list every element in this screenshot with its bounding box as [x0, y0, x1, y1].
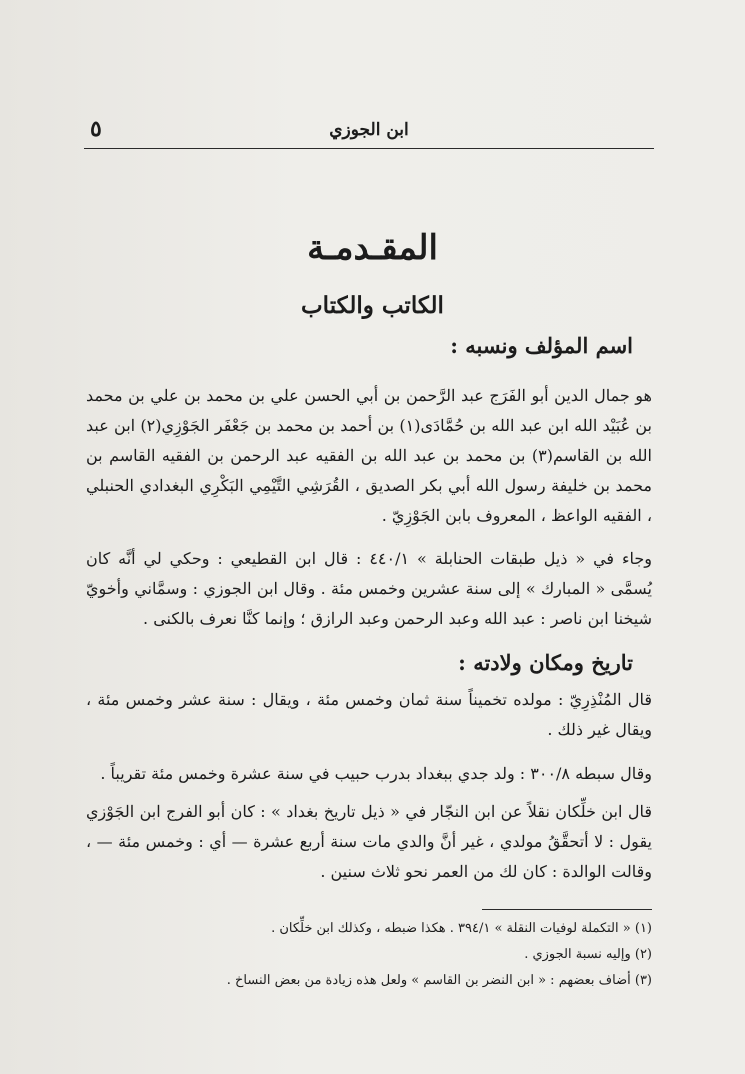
footnotes — [86, 916, 652, 994]
author-lineage-paragraph — [86, 381, 652, 531]
author-name-note-paragraph — [86, 544, 652, 634]
birth-text-3: قال ابن خلِّكان نقلاً عن ابن النجّار في « ذيل تاريخ بغداد » : كان أبو الفرج ابن الجَوْزي يقول : لا أتحقَّقُ مولدي ، غير أنَّ والدي مات سنة أربع عشرة — أي : وخمس مئة — ، وقالت الوالدة : كان لك من العمر نحو ثلاث سنين . — [86, 802, 652, 881]
running-title: ابن الجوزي — [329, 120, 409, 140]
birth-paragraph-2 — [86, 759, 652, 789]
chapter-title: المقـدمـة — [307, 228, 438, 268]
page-header — [84, 112, 654, 149]
footnote-divider — [482, 909, 652, 910]
author-name-note-text: وجاء في « ذيل طبقات الحنابلة » ٤٤٠/١ : قال ابن القطيعي : وحكي لي أنَّه كان يُسمَّى « المبارك » إلى سنة عشرين وخمس مئة . وقال ابن الجوزي : وسمَّاني وأخويّ شيخنا ابن ناصر : عبد الله وعبد الرحمن وعبد الرازق ؛ وإنما كنَّا نعرف بالكنى . — [86, 549, 652, 628]
birth-text-1: قال المُنْذِرِيّ : مولده تخميناً سنة ثمان وخمس مئة ، ويقال : سنة عشر وخمس مئة ، ويقال غير ذلك . — [86, 690, 652, 739]
author-lineage-text: هو جمال الدين أبو الفَرَج عبد الرَّحمن بن أبي الحسن علي بن محمد بن علي بن محمد بن عُبَيْد الله ابن عبد الله بن حُمَّادَى(١) بن أحمد بن محمد بن جَعْفَر الجَوْزِي(٢) ابن عبد الله بن القاسم(٣) بن محمد بن عبد الله بن الفقيه عبد الرحمن بن الفقيه القاسم بن محمد بن خليفة رسول الله أبي بكر الصديق ، القُرَشِي التَّيْمِي البَكْرِي البغدادي الحنبلي ، الفقيه الواعظ ، المعروف بابن الجَوْزِيّ . — [86, 386, 653, 525]
birth-paragraph-1 — [86, 685, 652, 745]
footnote-1: (١) « التكملة لوفيات النقلة » ٣٩٤/١ . هكذا ضبطه ، وكذلك ابن خلِّكان . — [271, 921, 652, 936]
birth-text-2: وقال سبطه ٣٠٠/٨ : ولد جدي ببغداد بدرب حبيب في سنة عشرة وخمس مئة تقريباً . — [100, 764, 652, 783]
author-name-heading: اسم المؤلف ونسبه : — [450, 333, 633, 358]
footnote-2: (٢) وإليه نسبة الجوزي . — [524, 947, 652, 962]
page-number: ٥ — [90, 116, 102, 142]
birth-heading: تاريخ ومكان ولادته : — [458, 650, 633, 675]
footnote-3: (٣) أضاف بعضهم : « ابن النضر بن القاسم » ولعل هذه زيادة من بعض النساخ . — [226, 973, 652, 988]
birth-paragraph-3 — [86, 797, 652, 887]
chapter-subtitle: الكاتب والكتاب — [301, 292, 444, 319]
